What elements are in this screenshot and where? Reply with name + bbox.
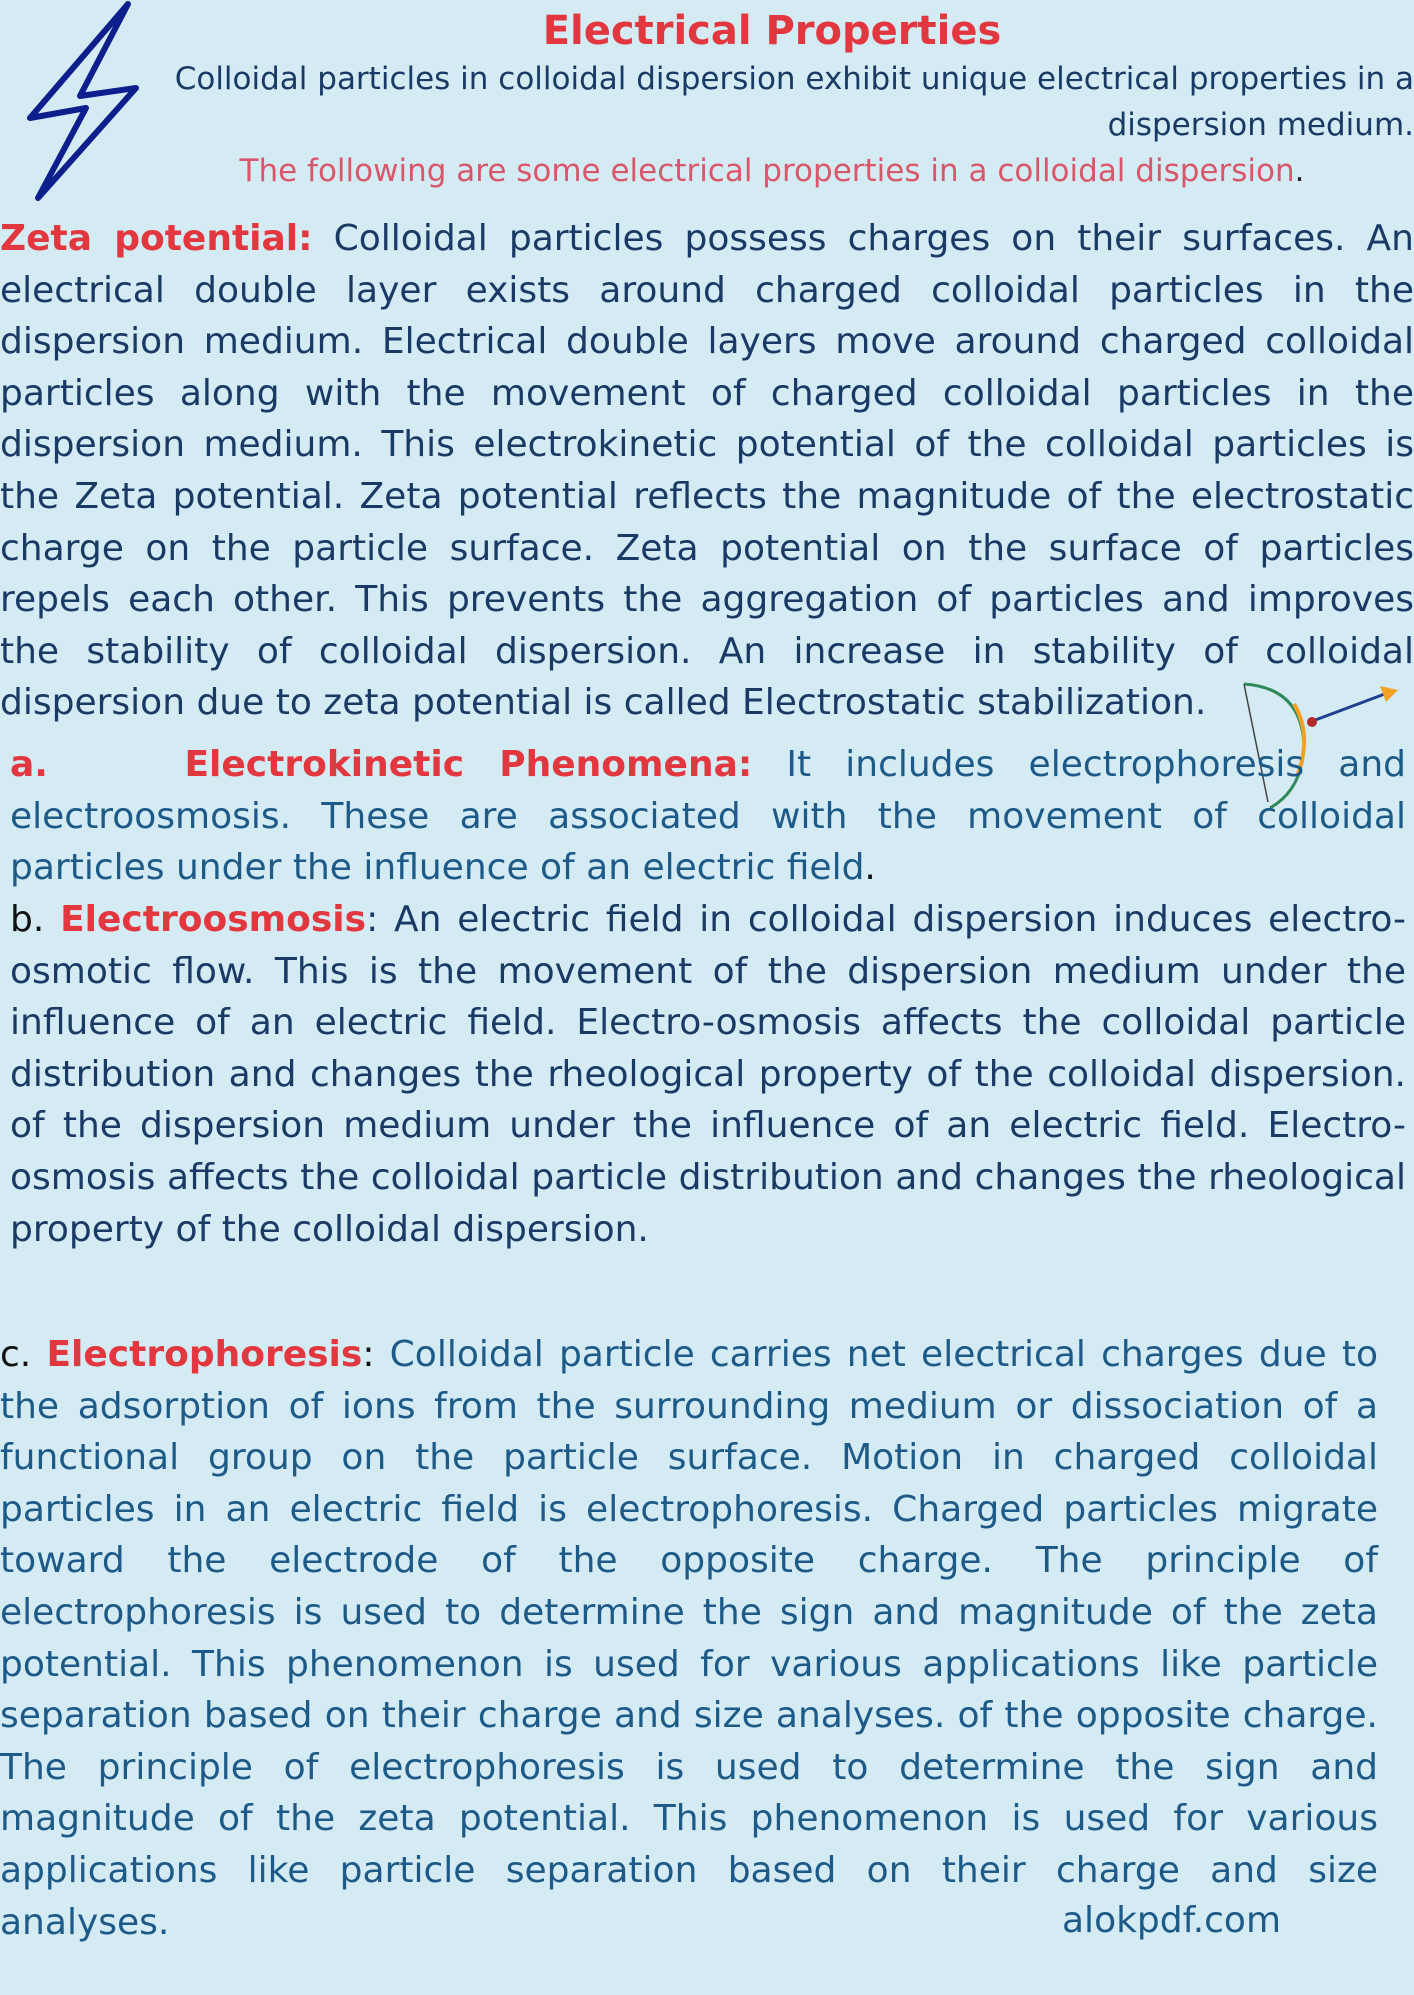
zeta-potential-paragraph [0, 213, 1414, 729]
electroosmosis-label: Electroosmosis [60, 899, 367, 940]
following-text [130, 148, 1414, 194]
header [130, 6, 1414, 194]
electrophoresis-marker: c. [0, 1334, 32, 1375]
electrokinetic-label: Electrokinetic Phenomena: [184, 744, 753, 785]
site-watermark: alokpdf.com [1062, 1900, 1282, 1941]
page-title: Electrical Properties [542, 8, 1002, 54]
zeta-potential-label: Zeta potential: [0, 218, 313, 259]
electroosmosis-paragraph [10, 894, 1406, 1255]
electrokinetic-period: . [864, 847, 876, 889]
electrophoresis-label: Electrophoresis [46, 1334, 363, 1375]
electrophoresis-text: Colloidal particle carries net electrical charges due to the adsorption of ions from the surrounding medium or dissociation of a functional group on the particle surface. Motion in charged colloidal particles in an electric field is electrophoresis. Charged particles migrate toward the electrode of the opposite charge. The principle of electrophoresis is used to determine the sign and magnitude of the zeta potential. This phenomenon is used for various applications like particle separation based on their charge and size analyses. of the opposite charge. The principle of electrophoresis is used to determine the sign and magnitude of the zeta potential. This phenomenon is used for various applications like particle separation based on their charge and size analyses. [0, 1334, 1378, 1943]
electrokinetic-paragraph [10, 739, 1406, 894]
following-label: The following are some electrical properties in a colloidal dispersion [239, 153, 1295, 189]
electroosmosis-colon: : [366, 899, 379, 940]
following-period: . [1294, 153, 1305, 189]
electroosmosis-marker: b. [10, 899, 45, 940]
lightning-bolt-icon [18, 0, 148, 210]
intro-text: Colloidal particles in colloidal dispersion exhibit unique electrical properties in a dispersion medium. [174, 61, 1414, 143]
electrokinetic-text: It includes electrophoresis and electroosmosis. These are associated with the movement of colloidal particles under the influence of an electric field [10, 744, 1407, 889]
electrophoresis-colon: : [362, 1334, 375, 1375]
electrokinetic-marker: a. [10, 744, 48, 785]
zeta-potential-text: Colloidal particles possess charges on their surfaces. An electrical double layer exists around charged colloidal particles in the dispersion medium. Electrical double layers move around charged colloidal particles along with the movement of charged colloidal particles in the dispersion medium. This electrokinetic potential of the colloidal particles is the Zeta potential. Zeta potential reflects the magnitude of the electrostatic charge on the particle surface. Zeta potential on the surface of particles repels each other. This prevents the aggregation of particles and improves the stability of colloidal dispersion. An increase in stability of colloidal dispersion due to zeta potential is called Electrostatic stabilization. [0, 218, 1414, 724]
electroosmosis-text: An electric field in colloidal dispersion induces electro-osmotic flow. This is the movement of the dispersion medium under the influence of an electric field. Electro-osmosis affects the colloidal particle distribution and changes the rheological property of the colloidal dispersion. of the dispersion medium under the influence of an electric field. Electro-osmosis affects the colloidal particle distribution and changes the rheological property of the colloidal dispersion. [10, 899, 1406, 1250]
electrophoresis-paragraph [0, 1329, 1378, 1948]
